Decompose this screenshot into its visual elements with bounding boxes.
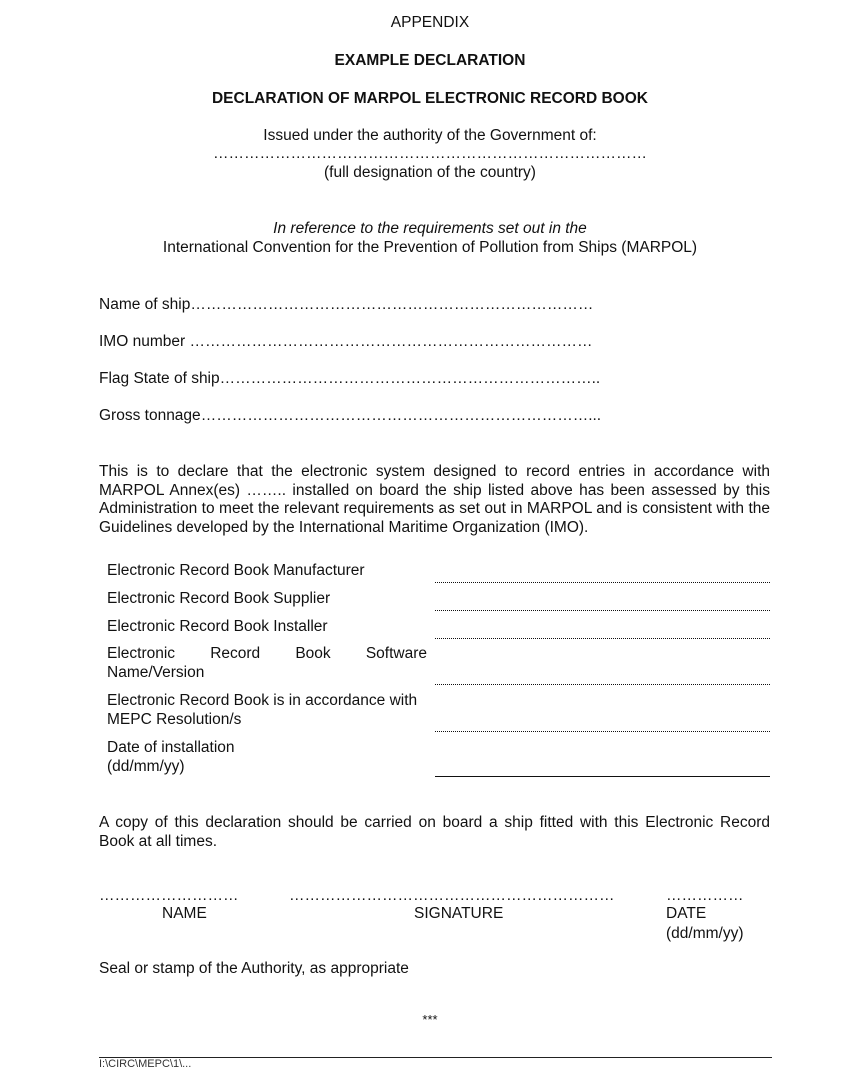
gross-tonnage-field [99,406,601,425]
flag-state-field [99,369,600,388]
ship-name-label: Name of ship [99,296,191,313]
installation-date-label-line-1: Date of installation [107,739,235,756]
seal-stamp-text: Seal or stamp of the Authority, as appropriate [99,960,409,977]
date-caption: DATE [666,905,707,922]
document-title: DECLARATION OF MARPOL ELECTRONIC RECORD BOOK [211,90,648,107]
footer-rule [99,1057,772,1058]
software-label-line-2: Name/Version [107,664,205,681]
reference-line-1: In reference to the requirements set out in the [273,220,587,237]
gross-tonnage-dots: …………………………………………………………………... [200,407,602,424]
date-dotted-line: …………… [666,887,744,904]
manufacturer-line [435,582,770,583]
name-caption: NAME [162,905,207,922]
reference-line-2: International Convention for the Prevention of Pollution from Ships (MARPOL) [162,239,698,256]
signature-dotted-line: ……………………………………………………… [289,887,615,904]
imo-number-dots: …………………………………………………………………… [189,333,593,350]
imo-number-label: IMO number [99,333,190,350]
end-mark: *** [422,1012,438,1027]
installer-label: Electronic Record Book Installer [107,618,328,635]
flag-state-label: Flag State of ship [99,370,220,387]
resolution-line [435,731,770,732]
issued-authority-text: Issued under the authority of the Government of: [263,127,597,144]
example-heading: EXAMPLE DECLARATION [334,52,526,69]
gross-tonnage-label: Gross tonnage [99,407,201,424]
country-designation-caption: (full designation of the country) [324,164,536,181]
copy-note-paragraph: A copy of this declaration should be carried on board a ship fitted with this Electronic Record Book at all times. [99,814,770,850]
signature-caption: SIGNATURE [414,905,504,922]
installation-date-label-line-2: (dd/mm/yy) [107,758,185,775]
date-format-caption: (dd/mm/yy) [666,925,744,942]
ship-name-dots: …………………………………………………………………… [190,296,594,313]
supplier-label: Electronic Record Book Supplier [107,590,331,607]
name-dotted-line: ……………………… [99,887,239,904]
software-label-line-1: Electronic Record Book Software [107,645,427,662]
ship-name-field [99,295,593,314]
supplier-line [435,610,770,611]
software-line [435,684,770,685]
installation-date-line [435,776,770,777]
imo-number-field [99,332,592,351]
declaration-paragraph: This is to declare that the electronic system designed to record entries in accordance with MARPOL Annex(es) …….. installed on board the ship listed above has been assessed by this Administration to meet the relevant requirements as set out in MARPOL and is consistent with the Guidelines developed by the International Maritime Organization (IMO). [99,463,770,536]
resolution-label-line-1: Electronic Record Book is in accordance with [107,692,418,709]
appendix-heading: APPENDIX [390,14,470,31]
installer-line [435,638,770,639]
country-dotted-line: ………………………………………………………………………… [213,145,647,162]
footer-reference: I:\CIRC\MEPC\1\... [99,1058,192,1070]
resolution-label-line-2: MEPC Resolution/s [107,711,242,728]
manufacturer-label: Electronic Record Book Manufacturer [107,562,365,579]
flag-state-dots: ……………………………………………………………….. [219,370,601,387]
